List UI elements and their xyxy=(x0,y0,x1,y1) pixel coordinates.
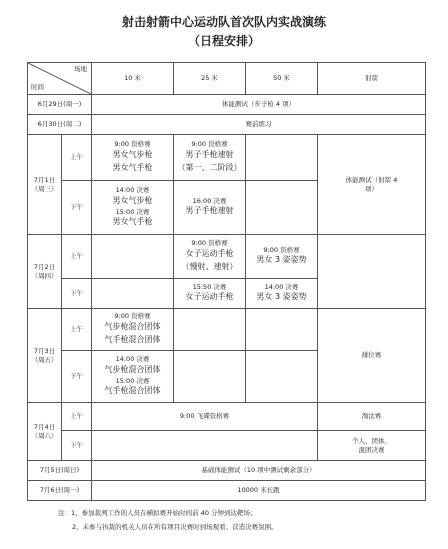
schedule-table xyxy=(27,62,426,501)
row-jul4-am xyxy=(28,403,426,431)
document-subtitle: （日程安排） xyxy=(187,34,260,48)
event-cell: 16:00 决赛 男子手枪速射 xyxy=(174,181,246,235)
date-cell: 7月3日 （周五） xyxy=(28,309,62,403)
event-cell: 15:50 决赛 女子运动手枪 xyxy=(174,279,246,309)
period-cell: 上午 xyxy=(62,403,92,431)
empty-cell xyxy=(246,181,318,235)
header-archery: 射箭 xyxy=(318,63,426,95)
empty-cell xyxy=(92,431,318,461)
event-cell: 14:00 决赛 气步枪混合团体 15:00 决赛 气手枪混合团体 xyxy=(92,351,174,403)
event-cell: 排位赛 xyxy=(318,309,426,403)
event-cell: 个人、团体、 混团决赛 xyxy=(318,431,426,461)
date-cell: 7月2日 （周四） xyxy=(28,235,62,309)
period-cell: 下午 xyxy=(62,279,92,309)
event-cell: 9:00 资格赛 女子运动手枪 （慢射、速射） xyxy=(174,235,246,279)
event-cell: 基础体能测试（10 项中测试剩余部分） xyxy=(92,461,426,481)
empty-cell xyxy=(246,351,318,403)
date-cell: 7月1日 （周三） xyxy=(28,135,62,235)
row-jul2-am xyxy=(28,235,426,279)
date-cell: 7月4日 （周六） xyxy=(28,403,62,461)
event-cell: 淘汰赛 xyxy=(318,403,426,431)
date-cell: 6月30日(周二) xyxy=(28,115,92,135)
row-jun30 xyxy=(28,115,426,135)
venue-label: 场地 xyxy=(74,65,87,73)
row-jul1-am xyxy=(28,135,426,181)
document-title: 射击射箭中心运动队首次队内实战演练 xyxy=(121,15,326,29)
header-row xyxy=(28,63,426,95)
row-jul6 xyxy=(28,481,426,501)
header-50m: 50 米 xyxy=(246,63,318,95)
empty-cell xyxy=(246,309,318,351)
period-cell: 上午 xyxy=(62,135,92,181)
note-2: 2、未参与执裁的机关人员在所有项目决赛时到场观看、营造决赛氛围。 xyxy=(72,523,278,531)
row-jul3-am xyxy=(28,309,426,351)
empty-cell xyxy=(246,135,318,181)
venue-time-corner-cell xyxy=(28,63,92,95)
event-cell: 10000 米长跑 xyxy=(92,481,426,501)
period-cell: 下午 xyxy=(62,431,92,461)
event-cell: 14:00 决赛 男女气步枪 15:00 决赛 男女气手枪 xyxy=(92,181,174,235)
row-jul5 xyxy=(28,461,426,481)
event-cell: 9:00 资格赛 男女气步枪 男女气手枪 xyxy=(92,135,174,181)
period-cell: 上午 xyxy=(62,235,92,279)
period-cell: 下午 xyxy=(62,181,92,235)
date-cell: 7月5日(周日) xyxy=(28,461,92,481)
notes xyxy=(58,506,278,534)
date-cell: 7月6日(周一) xyxy=(28,481,92,501)
event-cell: 体能测试（步子枪 4 项） xyxy=(92,95,426,115)
event-cell: 14:00 决赛 男女 3 姿姿势 xyxy=(246,279,318,309)
empty-cell xyxy=(174,309,246,351)
empty-cell xyxy=(92,279,174,309)
time-label: 时间 xyxy=(31,83,44,92)
header-25m: 25 米 xyxy=(174,63,246,95)
event-cell: 体能测试（射箭 4 项） xyxy=(318,135,426,235)
event-cell: 9:00 资格赛 气步枪混合团体 气手枪混合团体 xyxy=(92,309,174,351)
period-cell: 下午 xyxy=(62,351,92,403)
empty-cell xyxy=(318,235,426,309)
event-cell: 9:00 资格赛 男女 3 姿姿势 xyxy=(246,235,318,279)
header-10m: 10 米 xyxy=(92,63,174,95)
empty-cell xyxy=(174,351,246,403)
event-cell: 9:00 飞碟资格赛 xyxy=(92,403,318,431)
row-jul4-pm xyxy=(28,431,426,461)
note-1: 注：1、参加裁判工作的人员在横拟赛开始时间前 40 分钟到达靶场； xyxy=(58,509,257,517)
event-cell: 赛前练习 xyxy=(92,115,426,135)
date-cell: 6月29日(周一) xyxy=(28,95,92,115)
row-jun29 xyxy=(28,95,426,115)
event-cell: 9:00 资格赛 男子手枪速射 （第一、二阶段） xyxy=(174,135,246,181)
period-cell: 上午 xyxy=(62,309,92,351)
empty-cell xyxy=(92,235,174,279)
